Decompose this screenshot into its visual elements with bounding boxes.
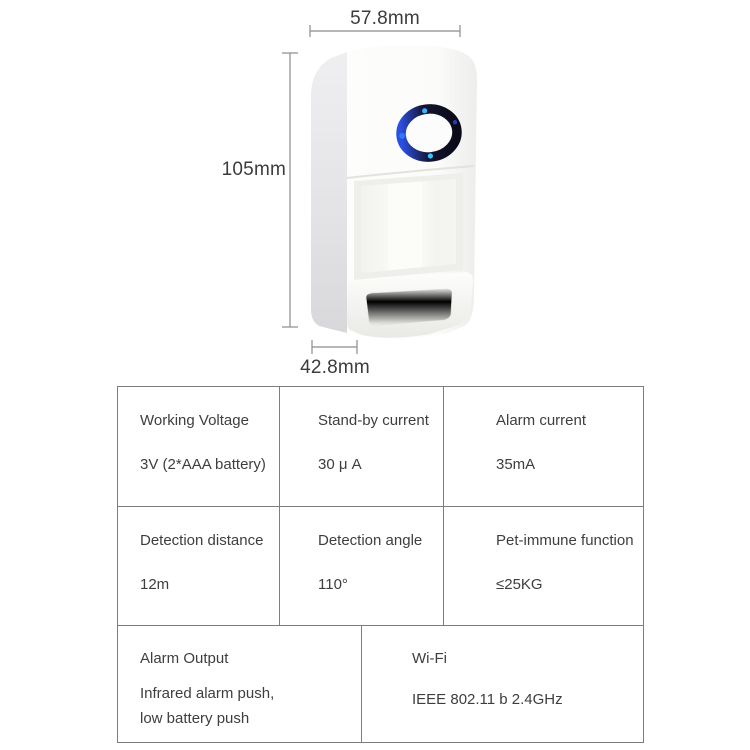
spec-label: Wi-Fi — [412, 650, 447, 667]
bottom-width-dimension-label: 42.8mm — [300, 357, 370, 378]
spec-label: Stand-by current — [318, 412, 429, 429]
spec-table — [117, 386, 644, 743]
spec-value: 35mA — [496, 456, 536, 473]
bottom-width-dimension-line — [312, 340, 357, 354]
spec-value: 110° — [318, 576, 348, 593]
spec-value-line2: low battery push — [140, 710, 250, 727]
spec-table-row — [118, 626, 643, 742]
spec-label: Alarm Output — [140, 650, 229, 667]
led-indicator-ring — [397, 105, 461, 162]
spec-value — [140, 681, 361, 731]
spec-cell-wifi — [362, 626, 643, 742]
sensor-bottom-window — [366, 289, 452, 325]
spec-label: Working Voltage — [140, 412, 249, 429]
spec-cell-detection-angle — [280, 507, 444, 626]
width-dimension-label: 57.8mm — [350, 8, 420, 29]
spec-cell-alarm-current — [444, 387, 643, 507]
height-dimension-line — [282, 53, 298, 327]
spec-value: 30 μ A — [318, 456, 362, 473]
spec-table-row — [118, 387, 643, 507]
spec-cell-detection-distance — [118, 507, 280, 626]
spec-value-line1: Infrared alarm push, — [140, 685, 275, 702]
height-dimension-label: 105mm — [221, 159, 286, 180]
spec-cell-pet-immune — [444, 507, 643, 626]
spec-cell-standby-current — [280, 387, 444, 507]
sensor-lens-highlight — [388, 182, 422, 271]
spec-label: Pet-immune function — [496, 532, 634, 549]
spec-value: 12m — [140, 576, 170, 593]
spec-cell-alarm-output — [118, 626, 362, 742]
spec-label: Detection angle — [318, 532, 423, 549]
spec-cell-working-voltage — [118, 387, 280, 507]
spec-table-row — [118, 507, 643, 626]
sensor-side-face — [311, 52, 347, 333]
spec-value: 3V (2*AAA battery) — [140, 456, 266, 473]
spec-label: Alarm current — [496, 412, 587, 429]
spec-value: ≤25KG — [496, 576, 543, 593]
spec-value: IEEE 802.11 b 2.4GHz — [412, 691, 563, 708]
spec-label: Detection distance — [140, 532, 264, 549]
